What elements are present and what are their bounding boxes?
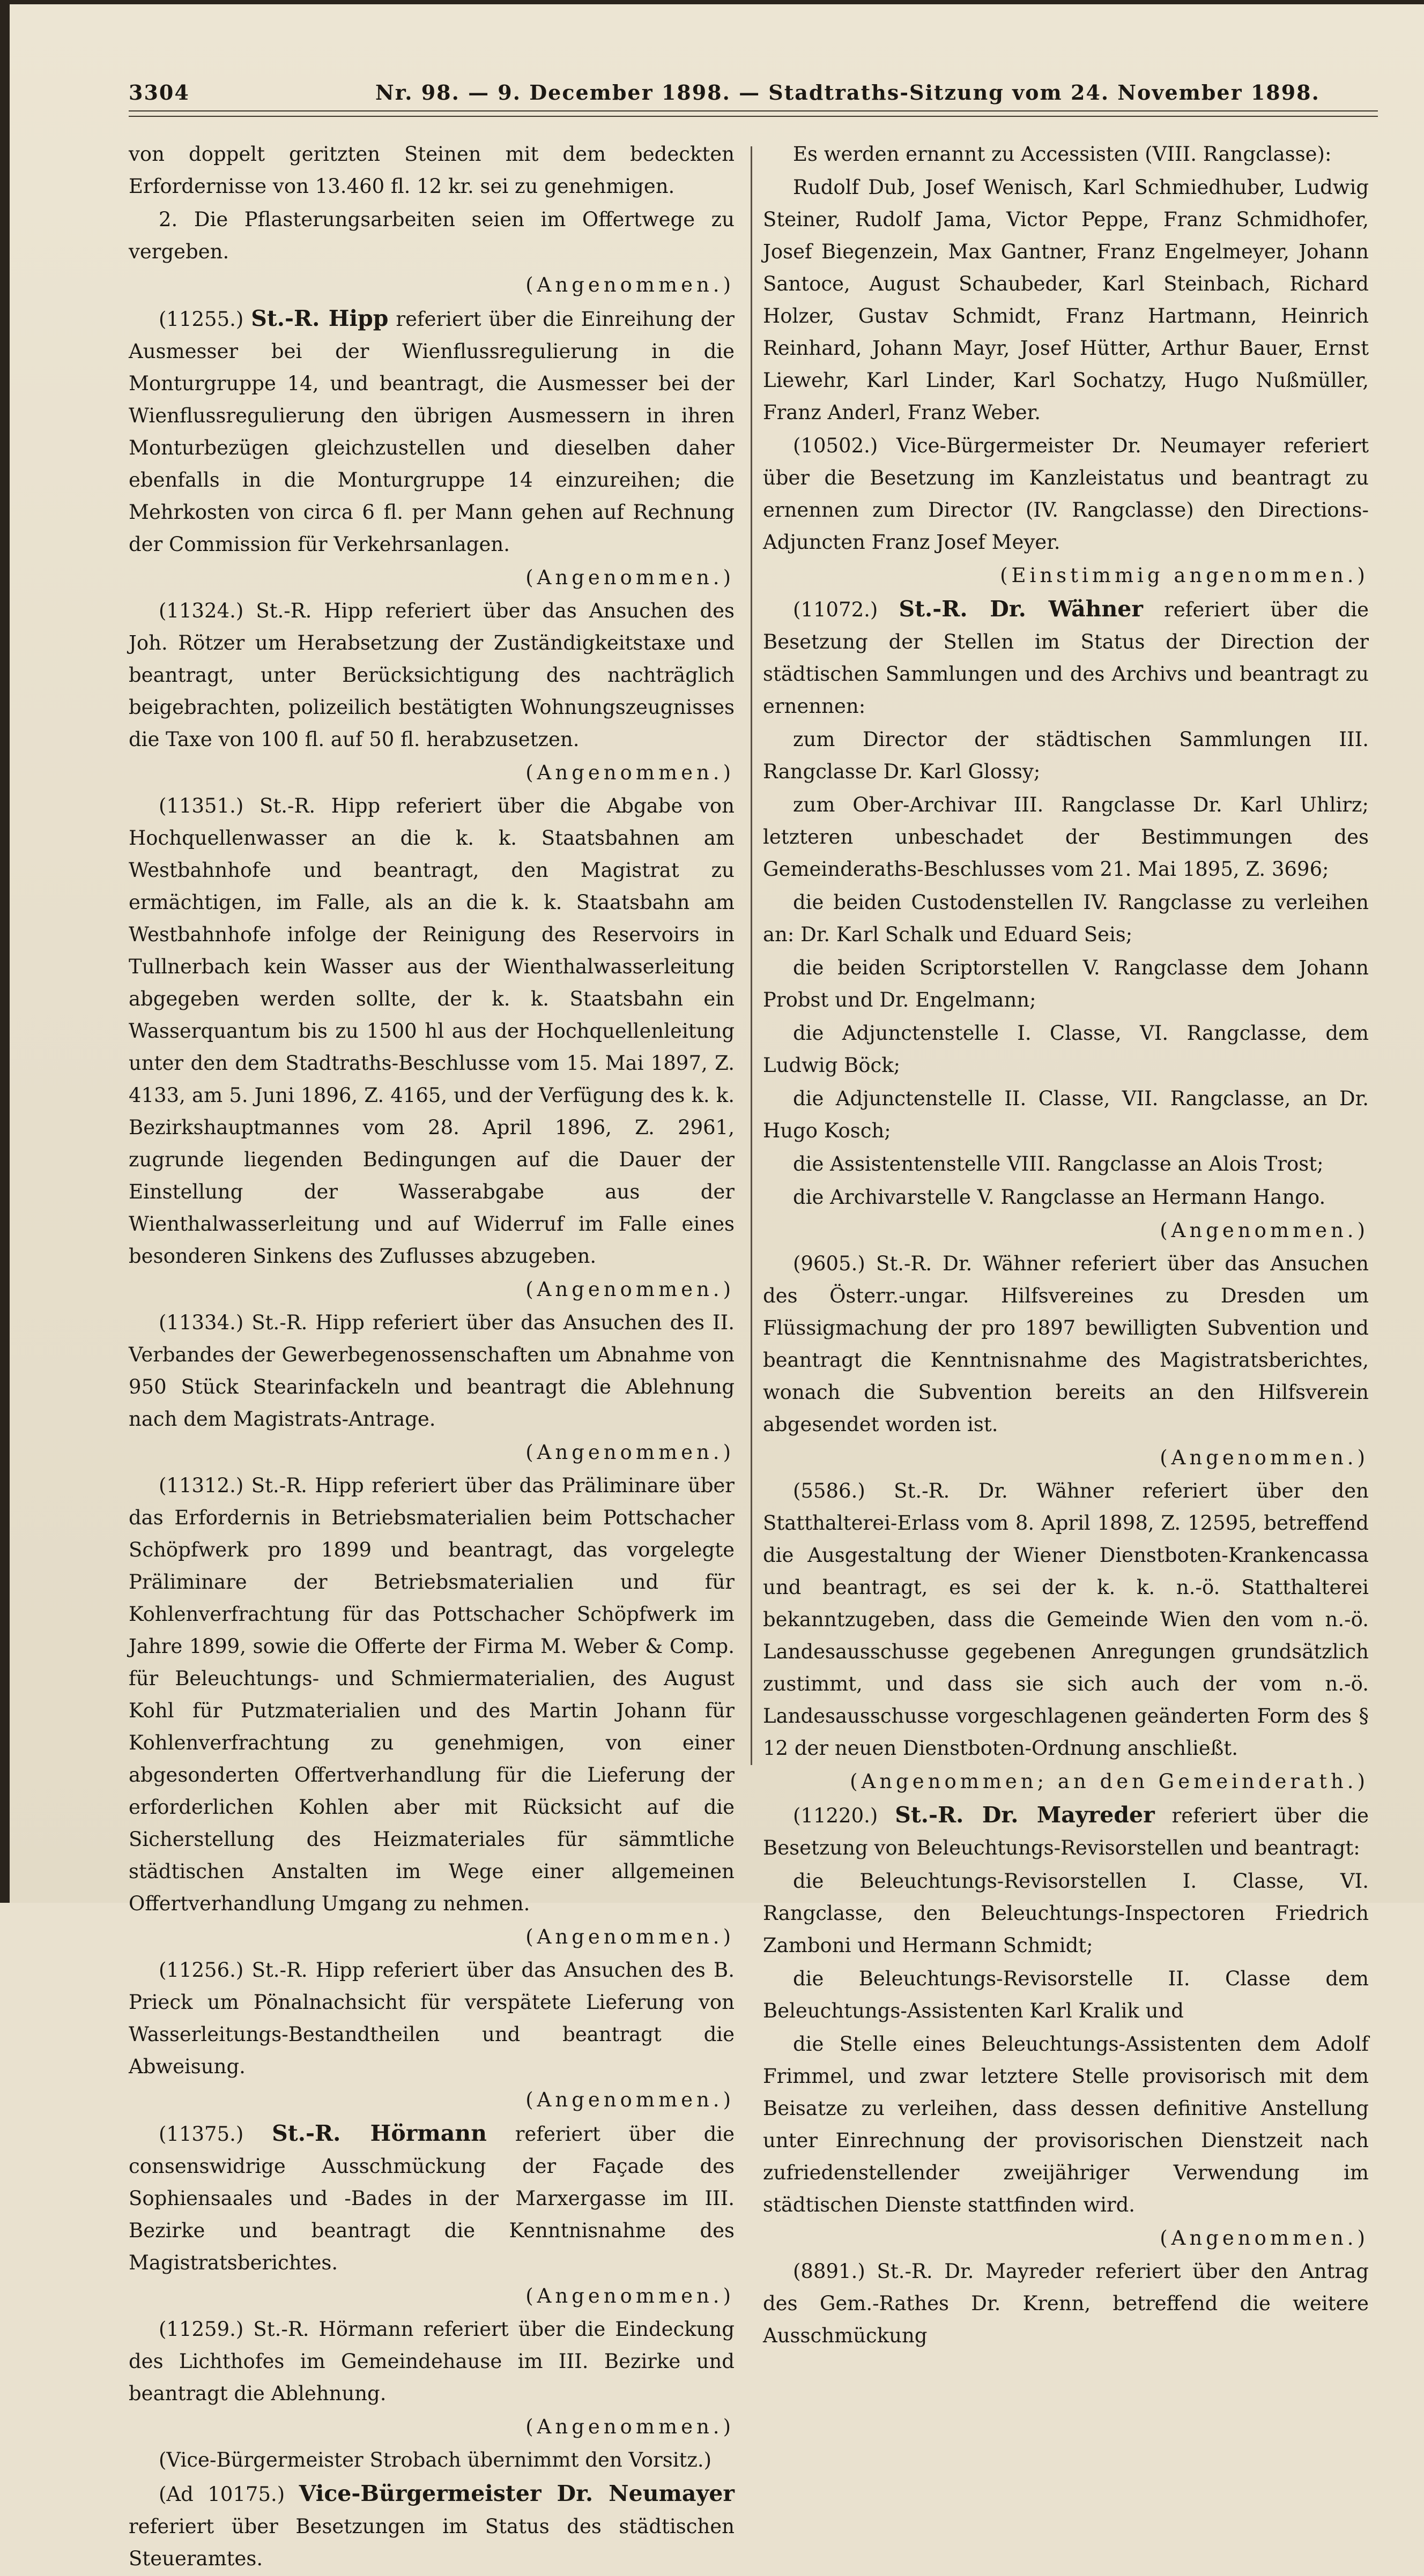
paragraph (129, 2477, 735, 2575)
paragraph: (8891.) St.-R. Dr. Mayreder referiert über den Antrag des Gem.-Rathes Dr. Krenn, betreffend die weitere Ausschmückung (763, 2260, 1369, 2347)
paragraph (763, 593, 1369, 723)
item-number: (11255.) (159, 308, 244, 331)
paragraph-text: referiert über die consenswidrige Ausschmückung der Façade des Sophiensaales und -Bades in der Marxergasse im III. Bezirke und beantragt die Kenntnisnahme des Magistratsberichtes. (129, 2123, 735, 2274)
header-rule (129, 110, 1378, 117)
paragraph: Es werden ernannt zu Accessisten (VIII. Rangclasse): (793, 143, 1332, 166)
resolution: (Angenommen.) (525, 2284, 735, 2307)
paragraph: zum Director der städtischen Sammlungen III. Rangclasse Dr. Karl Glossy; (763, 728, 1369, 783)
resolution: (Angenommen.) (525, 566, 735, 589)
left-column (129, 138, 735, 2576)
resolution: (Angenommen.) (525, 1278, 735, 1301)
paragraph: die Beleuchtungs-Revisorstellen I. Classe, VI. Rangclasse, den Beleuchtungs-Inspectoren Friedrich Zamboni und Hermann Schmidt; (763, 1870, 1369, 1957)
paragraph: (11256.) St.-R. Hipp referiert über das Ansuchen des B. Prieck um Pönalnachsicht für verspätete Lieferung von Wasserleitungs-Bestandtheilen und beantragt die Abweisung. (129, 1959, 735, 2078)
column-divider (751, 146, 752, 1765)
resolution: (Angenommen.) (525, 1441, 735, 1464)
speaker-name: St.-R. Dr. Mayreder (895, 1802, 1155, 1828)
right-column (763, 138, 1369, 2353)
resolution: (Angenommen; an den Gemeinderath.) (850, 1770, 1369, 1793)
paragraph-text: referiert über die Besetzung der Stellen im Status der Direction der städtischen Sammlungen und des Archivs und beantragt zu ernennen: (763, 598, 1369, 718)
paragraph: die beiden Custodenstellen IV. Rangclasse zu verleihen an: Dr. Karl Schalk und Eduard Seis; (763, 891, 1369, 946)
paragraph: 2. Die Pflasterungsarbeiten seien im Offertwege zu vergeben. (129, 208, 735, 263)
paragraph (129, 302, 735, 561)
paragraph-text: referiert über Besetzungen im Status des städtischen Steueramtes. (129, 2515, 735, 2570)
paragraph-text: referiert über die Einreihung der Ausmesser bei der Wienflussregulierung in die Monturgruppe 14, und beantragt, die Ausmesser bei der Wienflussregulierung den übrigen Ausmessern in ihren Monturbezügen gleichzustellen und dieselben daher ebenfalls in die Monturgruppe 14 einzureihen; die Mehrkosten von circa 6 fl. per Mann gehen auf Rechnung der Commission für Verkehrsanlagen. (129, 308, 735, 556)
paragraph: die Archivarstelle V. Rangclasse an Hermann Hango. (793, 1186, 1326, 1209)
paragraph: (10502.) Vice-Bürgermeister Dr. Neumayer referiert über die Besetzung im Kanzleistatus und beantragt zu ernennen zum Director (IV. Rangclasse) den Directions-Adjuncten Franz Josef Meyer. (763, 434, 1369, 554)
paragraph: die Stelle eines Beleuchtungs-Assistenten dem Adolf Frimmel, und zwar letztere Stelle provisorisch mit dem Beisatze zu verleihen, dass dessen definitive Anstellung unter Einrechnung der provisorischen Dienstzeit nach zufriedenstellender zweijähriger Verwendung im städtischen Dienste stattfinden wird. (763, 2032, 1369, 2216)
paragraph: die beiden Scriptorstellen V. Rangclasse dem Johann Probst und Dr. Engelmann; (763, 956, 1369, 1011)
paragraph: die Adjunctenstelle II. Classe, VII. Rangclasse, an Dr. Hugo Kosch; (763, 1087, 1369, 1142)
item-number: (11072.) (793, 598, 878, 621)
paragraph (129, 2117, 735, 2279)
paragraph: (11312.) St.-R. Hipp referiert über das Präliminare über das Erfordernis in Betriebsmaterialien beim Pottschacher Schöpfwerk pro 1899 und beantragt, das vorgelegte Präliminare der Betriebsmaterialien und für Kohlenverfrachtung für das Pottschacher Schöpfwerk im Jahre 1899, sowie die Offerte der Firma M. Weber & Comp. für Beleuchtungs- und Schmiermaterialien, des August Kohl für Putzmaterialien und des Martin Johann für Kohlenverfrachtung zu genehmigen, von einer abgesonderten Offertverhandlung für die Lieferung der erforderlichen Kohlen aber mit Rücksicht auf die Sicherstellung des Heizmateriales für sämmtliche städtischen Anstalten im Wege einer allgemeinen Offertverhandlung Umgang zu nehmen. (129, 1474, 735, 1915)
speaker-name: Vice-Bürgermeister Dr. Neumayer (299, 2481, 735, 2506)
resolution: (Angenommen.) (525, 1925, 735, 1948)
speaker-name: St.-R. Hörmann (272, 2120, 487, 2146)
paragraph: (11334.) St.-R. Hipp referiert über das Ansuchen des II. Verbandes der Gewerbegenossenschaften um Abnahme von 950 Stück Stearinfackeln und beantragt die Ablehnung nach dem Magistrats-Antrage. (129, 1311, 735, 1431)
running-title: Nr. 98. — 9. December 1898. — Stadtraths-Sitzung vom 24. November 1898. (375, 80, 1320, 105)
paragraph: (11259.) St.-R. Hörmann referiert über die Eindeckung des Lichthofes im Gemeindehause im III. Bezirke und beantragt die Ablehnung. (129, 2318, 735, 2405)
paragraph: (11324.) St.-R. Hipp referiert über das Ansuchen des Joh. Rötzer um Herabsetzung der Zuständigkeitstaxe und beantragt, unter Berücksichtigung des nachträglich beigebrachten, polizeilich bestätigten Wohnungszeugnisses die Taxe von 100 fl. auf 50 fl. herabzusetzen. (129, 599, 735, 751)
paragraph: die Beleuchtungs-Revisorstelle II. Classe dem Beleuchtungs-Assistenten Karl Kralik und (763, 1967, 1369, 2022)
item-number: (11220.) (793, 1804, 878, 1827)
paragraph (763, 1799, 1369, 1864)
item-number: (11375.) (159, 2123, 244, 2146)
resolution: (Angenommen.) (525, 273, 735, 296)
resolution: (Angenommen.) (525, 2415, 735, 2438)
speaker-name: St.-R. Dr. Wähner (899, 596, 1143, 622)
paragraph: die Assistentenstelle VIII. Rangclasse an Alois Trost; (793, 1152, 1324, 1175)
resolution: (Einstimmig angenommen.) (1000, 564, 1369, 587)
resolution: (Angenommen.) (525, 2088, 735, 2111)
paragraph: (Vice-Bürgermeister Strobach übernimmt den Vorsitz.) (159, 2448, 712, 2471)
page-header (129, 75, 1394, 107)
resolution: (Angenommen.) (1160, 1219, 1369, 1242)
paragraph-text: referiert über die Besetzung von Beleuchtungs-Revisorstellen und beantragt: (763, 1804, 1369, 1859)
paragraph: die Adjunctenstelle I. Classe, VI. Rangclasse, dem Ludwig Böck; (763, 1022, 1369, 1077)
speaker-name: St.-R. Hipp (251, 306, 389, 331)
paragraph: (11351.) St.-R. Hipp referiert über die Abgabe von Hochquellenwasser an die k. k. Staatsbahnen am Westbahnhofe und beantragt, den Magistrat zu ermächtigen, im Falle, als an die k. k. Staatsbahn am Westbahnhofe infolge der Reinigung des Reservoirs in Tullnerbach kein Wasser aus der Wienthalwasserleitung abgegeben werden sollte, der k. k. Staatsbahn ein Wasserquantum bis zu 1500 hl aus der Hochquellenleitung unter den dem Stadtraths-Beschlusse vom 15. Mai 1897, Z. 4133, am 5. Juni 1896, Z. 4165, und der Verfügung des k. k. Bezirkshauptmannes vom 28. April 1896, Z. 2961, zugrunde liegenden Bedingungen auf die Dauer der Einstellung der Wasserabgabe aus der Wienthalwasserleitung und auf Widerruf im Falle eines besonderen Sinkens des Zuflusses abzugeben. (129, 794, 735, 1268)
item-number: (Ad 10175.) (159, 2483, 285, 2506)
paragraph: (5586.) St.-R. Dr. Wähner referiert über den Statthalterei-Erlass vom 8. April 1898, Z. 12595, betreffend die Ausgestaltung der Wiener Dienstboten-Krankencassa und beantragt, es sei der k. k. n.-ö. Statthalterei bekanntzugeben, dass die Gemeinde Wien den vom n.-ö. Landesausschusse gegebenen Anregungen grundsätzlich zustimmt, und dass sie sich auch der vom n.-ö. Landesausschusse vorgeschlagenen geänderten Form des § 12 der neuen Dienstboten-Ordnung anschließt. (763, 1479, 1369, 1760)
paragraph: von doppelt geritzten Steinen mit dem bedeckten Erfordernisse von 13.460 fl. 12 kr. sei zu genehmigen. (129, 143, 735, 198)
resolution: (Angenommen.) (1160, 2227, 1369, 2250)
paragraph: zum Ober-Archivar III. Rangclasse Dr. Karl Uhlirz; letzteren unbeschadet der Bestimmungen des Gemeinderaths-Beschlusses vom 21. Mai 1895, Z. 3696; (763, 793, 1369, 881)
resolution: (Angenommen.) (525, 761, 735, 784)
resolution: (Angenommen.) (1160, 1446, 1369, 1469)
page-number: 3304 (129, 80, 190, 105)
paragraph: (9605.) St.-R. Dr. Wähner referiert über das Ansuchen des Österr.-ungar. Hilfsvereines zu Dresden um Flüssigmachung der pro 1897 bewilligten Subvention und beantragt die Kenntnisnahme des Magistratsberichtes, wonach die Subvention bereits an den Hilfsverein abgesendet worden ist. (763, 1252, 1369, 1436)
paragraph: Rudolf Dub, Josef Wenisch, Karl Schmiedhuber, Ludwig Steiner, Rudolf Jama, Victor Peppe, Franz Schmidhofer, Josef Biegenzein, Max Gantner, Franz Engelmeyer, Johann Santoce, August Schaubeder, Karl Steinbach, Richard Holzer, Gustav Schmidt, Franz Hartmann, Heinrich Reinhard, Johann Mayr, Josef Hütter, Arthur Bauer, Ernst Liewehr, Karl Linder, Karl Sochatzy, Hugo Nußmüller, Franz Anderl, Franz Weber. (763, 176, 1369, 424)
